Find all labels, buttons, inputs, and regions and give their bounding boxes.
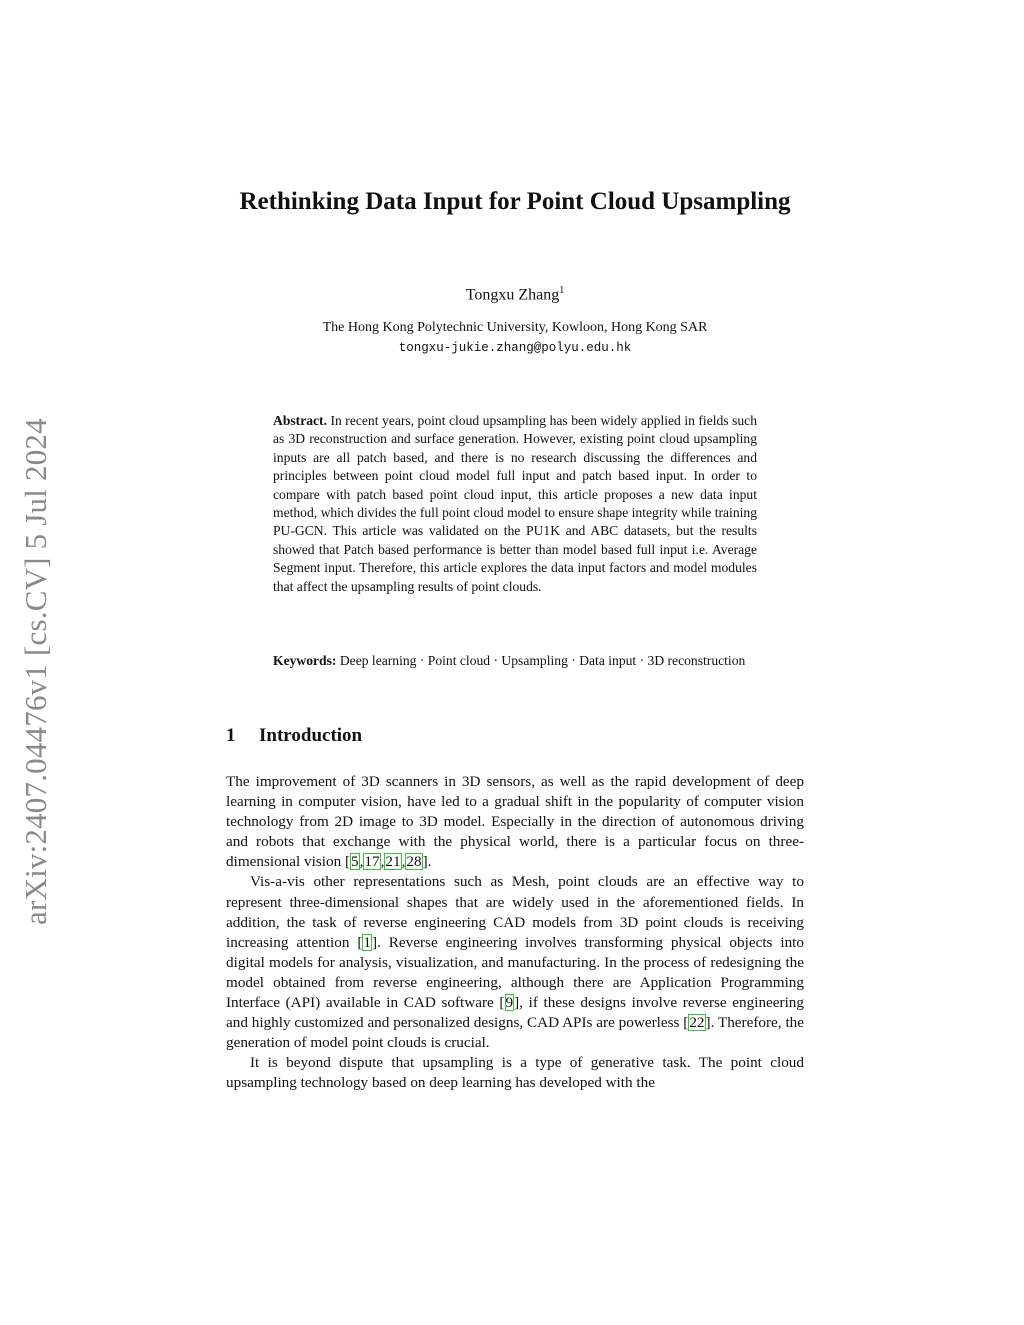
author-line [0,285,1024,304]
paragraph [226,872,804,1053]
paragraph-text: ]. [422,853,432,871]
paragraph: The improvement of 3D scanners in 3D sensors, as well as the rapid development of deep learning in computer vision, have led to a gradual shift in the popularity of computer vision technology from 2D image to 3D model. Especially in the direction of autonomous driving and robots that exchange with the physical world, there is a particular focus on three-dimensional vision [5,17,21,28]. [226,773,804,871]
paragraph-text: ]. Therefore, the generation of model point clouds is crucial. [226,1014,804,1052]
section-heading [226,725,362,747]
paragraph-text: Vis-a-vis other representations such as Mesh, point clouds are an effective way to represent three-dimensional shapes that are widely used in the aforementioned fields. In addition, the task of reverse engineering CAD models from 3D point clouds is receiving increasing attention [ [226,873,804,951]
abstract [273,412,757,596]
citation-link[interactable]: 28 [406,853,422,871]
citation-link[interactable]: 1 [363,933,372,951]
introduction-body [226,772,804,1094]
abstract-text: In recent years, point cloud upsampling has been widely applied in fields such as 3D reconstruction and surface generation. However, existing point cloud upsampling inputs are all patch based, and there is no research discussing the differences and principles between point cloud model full input and patch based input. In order to compare with patch based point cloud input, this article proposes a new data input method, which divides the full point cloud model to ensure shape integrity while training PU-GCN. This article was validated on the PU1K and ABC datasets, but the results showed that Patch based performance is better than model based full input i.e. Average Segment input. Therefore, this article explores the data input factors and model modules that affect the upsampling results of point clouds. [273,413,758,594]
citation-link[interactable]: 22 [689,1014,705,1032]
section-number: 1 [226,725,236,746]
citation-link[interactable]: 21 [385,853,401,871]
keywords [273,652,757,670]
paragraph-text: ], if these designs involve reverse engineering and highly customized and personalized designs, CAD APIs are powerless [ [226,994,804,1032]
paper-title: Rethinking Data Input for Point Cloud Upsampling [239,188,791,215]
citation-link[interactable]: 17 [364,853,380,871]
arxiv-identifier[interactable]: arXiv:2407.04476v1 [cs.CV] 5 Jul 2024 [18,418,53,925]
abstract-label: Abstract. [273,413,327,428]
affiliation: The Hong Kong Polytechnic University, Kowloon, Hong Kong SAR [322,320,708,335]
paragraph-text: ]. Reverse engineering involves transforming physical objects into digital models for analysis, visualization, and manufacturing. In the process of redesigning the model obtained from reverse engineering, although there are Application Programming Interface (API) available in CAD software [ [226,933,804,1012]
citation-link[interactable]: 9 [505,994,514,1012]
keywords-label: Keywords: [273,653,337,668]
section-title: Introduction [259,725,363,746]
affiliation-mark: 1 [559,285,565,296]
author-name: Tongxu Zhang [465,286,560,304]
paragraph-text: The improvement of 3D scanners in 3D sensors, as well as the rapid development of deep learning in computer vision, have led to a gradual shift in the popularity of computer vision technology from 2D image to 3D model. Especially in the direction of autonomous driving and robots that exchange with the physical world, there is a particular focus on three-dimensional vision [ [226,773,804,871]
citation-link[interactable]: 5 [351,853,359,871]
paragraph: It is beyond dispute that upsampling is a type of generative task. The point cloud upsampling technology based on deep learning has developed with the [226,1054,804,1092]
author-email[interactable]: tongxu-jukie.zhang@polyu.edu.hk [398,341,632,355]
keywords-text: Deep learning · Point cloud · Upsampling · Data input · 3D reconstruction [339,653,746,668]
